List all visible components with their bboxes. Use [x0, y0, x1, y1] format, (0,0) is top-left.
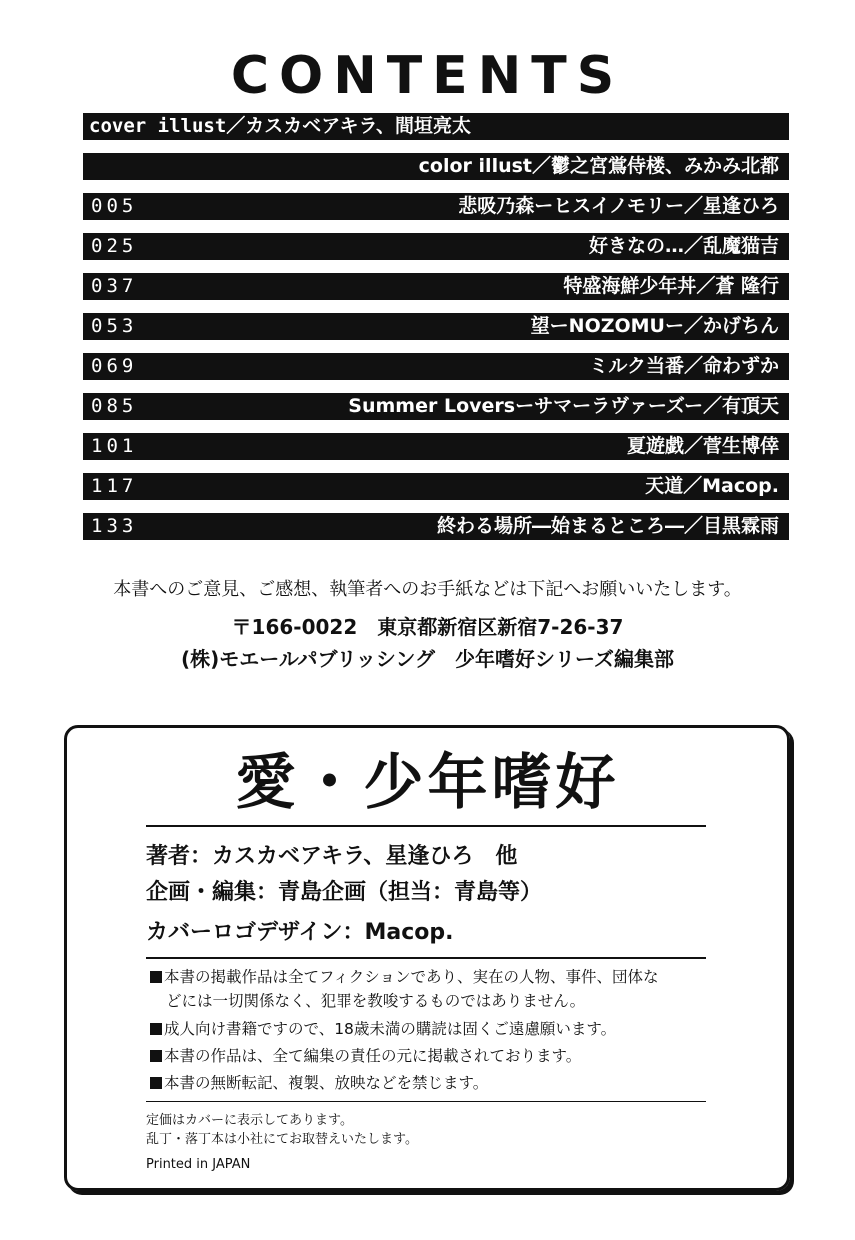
- contents-row: [83, 193, 789, 220]
- story-title: 夏遊戯／菅生博倖: [626, 435, 779, 457]
- bullet-square-icon: [150, 971, 162, 983]
- page-number: 085: [91, 395, 138, 417]
- contents-row-color: [83, 153, 789, 180]
- divider: [146, 825, 706, 827]
- feedback-notice: 本書へのご意見、ご感想、執筆者へのお手紙などは下記へお願いいたします。: [113, 579, 742, 600]
- logo-design-credit: カバーロゴデザイン：Macop.: [146, 920, 454, 945]
- notice-item: 本書の掲載作品は全てフィクションであり、実在の人物、事件、団体な: [150, 966, 658, 988]
- printed-in: Printed in JAPAN: [146, 1157, 251, 1172]
- page-number: 053: [91, 315, 138, 337]
- cover-illust-credit: cover illust／カスカベアキラ、間垣亮太: [89, 115, 471, 137]
- story-title: 好きなの…／乱魔猫吉: [588, 235, 779, 257]
- page-number: 005: [91, 195, 138, 217]
- bullet-square-icon: [150, 1050, 162, 1062]
- story-title: 終わる場所―始まるところ―／目黒霖雨: [436, 515, 779, 537]
- contents-row: [83, 273, 789, 300]
- divider: [146, 957, 706, 959]
- page-number: 069: [91, 355, 138, 377]
- contents-row: [83, 433, 789, 460]
- story-title: 悲吸乃森ーヒスイノモリー／星逢ひろ: [458, 195, 779, 217]
- authors-credit: 著者：カスカベアキラ、星逢ひろ 他: [146, 844, 518, 869]
- replacement-note: 乱丁・落丁本は小社にてお取替えいたします。: [146, 1132, 418, 1147]
- story-title: Summer Loversーサマーラヴァーズー／有頂天: [348, 395, 779, 417]
- page-number: 025: [91, 235, 138, 257]
- planning-credit: 企画・編集：青島企画（担当：青島等）: [146, 880, 543, 905]
- price-note: 定価はカバーに表示してあります。: [146, 1113, 353, 1128]
- contents-row: [83, 233, 789, 260]
- divider: [146, 1101, 706, 1102]
- story-title: 望ーNOZOMUー／かげちん: [530, 315, 779, 337]
- bullet-square-icon: [150, 1023, 162, 1035]
- page-number: 133: [91, 515, 138, 537]
- contents-row: [83, 473, 789, 500]
- story-title: 特盛海鮮少年丼／蒼 隆行: [563, 275, 779, 297]
- page-number: 037: [91, 275, 138, 297]
- notice-item: 本書の無断転記、複製、放映などを禁じます。: [150, 1072, 488, 1094]
- notice-item-continued: どには一切関係なく、犯罪を教唆するものではありません。: [166, 992, 586, 1010]
- bullet-square-icon: [150, 1077, 162, 1089]
- color-illust-credit: color illust／鬱之宮鴬侍楼、みかみ北都: [418, 155, 779, 177]
- publisher-name: (株)モエールパブリッシング 少年嗜好シリーズ編集部: [181, 647, 674, 671]
- contents-row: [83, 393, 789, 420]
- contents-row: [83, 313, 789, 340]
- page-number: 117: [91, 475, 138, 497]
- story-title: ミルク当番／命わずか: [589, 355, 779, 377]
- contents-row: [83, 353, 789, 380]
- notice-item: 成人向け書籍ですので、18歳未満の購読は固くご遠慮願います。: [150, 1018, 616, 1040]
- story-title: 天道／Macop.: [645, 475, 779, 497]
- page-number: 101: [91, 435, 138, 457]
- book-title: 愛・少年嗜好: [235, 748, 620, 818]
- contents-row: [83, 513, 789, 540]
- contents-heading: CONTENTS: [230, 46, 625, 106]
- notice-item: 本書の作品は、全て編集の責任の元に掲載されております。: [150, 1045, 581, 1067]
- contents-row-cover: [83, 113, 789, 140]
- postal-address: 〒166-0022 東京都新宿区新宿7-26-37: [231, 615, 624, 639]
